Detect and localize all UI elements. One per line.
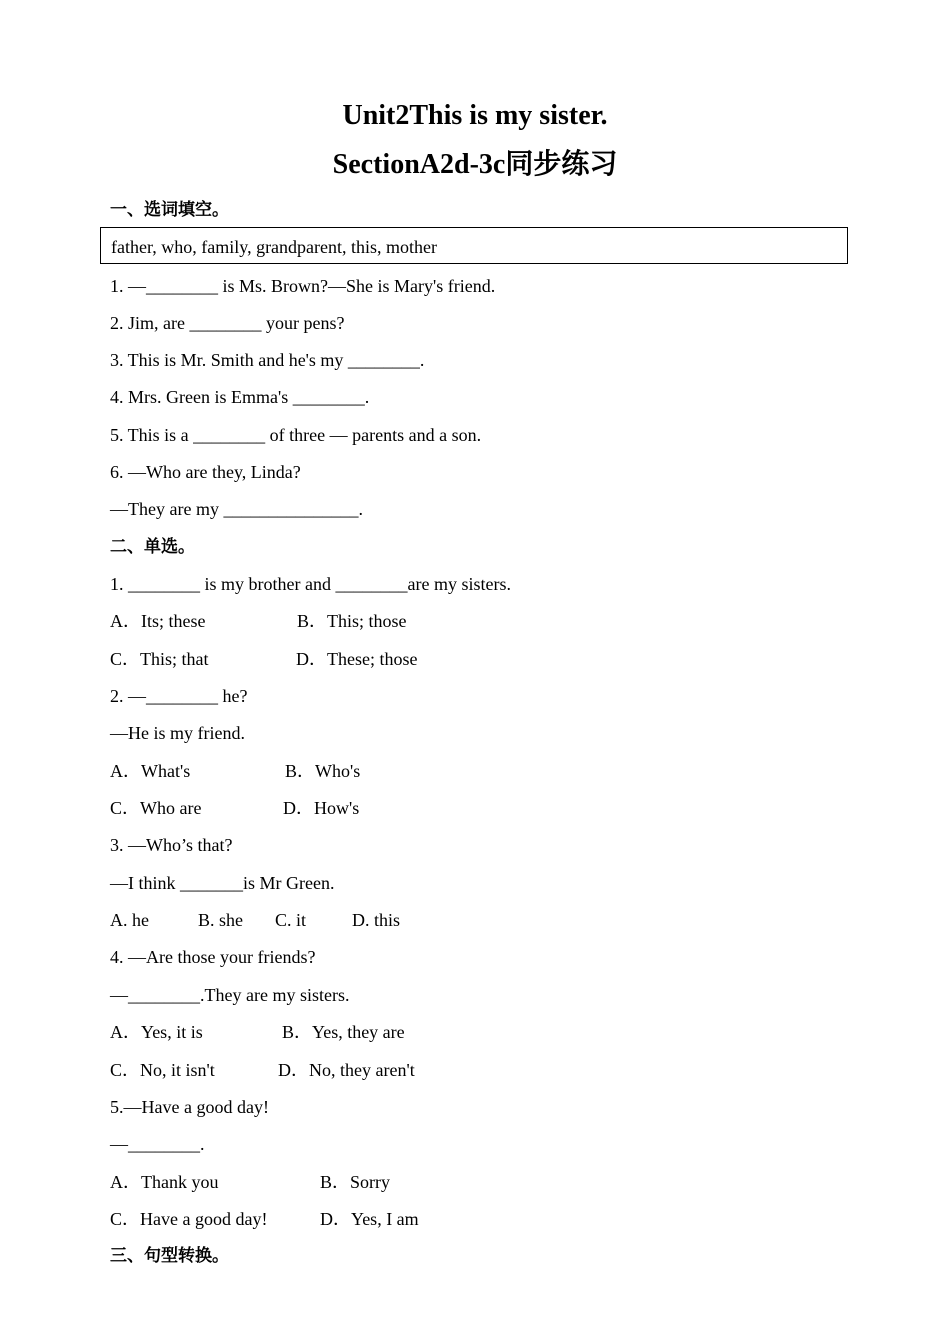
- s1-item-6-answer: —They are my _______________.: [110, 499, 363, 519]
- q1-option-c: C．This; that: [110, 649, 209, 669]
- q4-line2: —________.They are my sisters.: [110, 985, 350, 1005]
- section2-heading: 二、单选。: [110, 537, 195, 557]
- s1-item-1: 1. —________ is Ms. Brown?—She is Mary's friend.: [110, 276, 496, 296]
- s1-item-2: 2. Jim, are ________ your pens?: [110, 313, 345, 333]
- section1-heading: 一、选词填空。: [110, 200, 229, 220]
- q2-stem: 2. —________ he?: [110, 686, 248, 706]
- q2-option-a: A．What's: [110, 761, 191, 781]
- q4-option-a: A．Yes, it is: [110, 1022, 203, 1042]
- q1-option-b: B．This; those: [297, 611, 407, 631]
- q5-line2: —________.: [110, 1134, 205, 1154]
- q3-option-c: C. it: [275, 910, 307, 930]
- q3-option-b: B. she: [198, 910, 243, 930]
- q1-stem: 1. ________ is my brother and ________are my sisters.: [110, 574, 511, 594]
- word-box-text: father, who, family, grandparent, this, mother: [111, 237, 438, 257]
- q4-option-d: D．No, they aren't: [278, 1060, 415, 1080]
- section3-heading: 三、句型转换。: [110, 1246, 229, 1266]
- word-box: [100, 227, 848, 264]
- q5-option-a: A．Thank you: [110, 1172, 219, 1192]
- q5-option-c: C．Have a good day!: [110, 1209, 268, 1229]
- s1-item-3: 3. This is Mr. Smith and he's my ________.: [110, 350, 425, 370]
- q3-option-a: A. he: [110, 910, 149, 930]
- title-line-2: SectionA2d-3c同步练习: [332, 149, 618, 180]
- q2-option-d: D．How's: [283, 798, 360, 818]
- q2-option-b: B．Who's: [285, 761, 361, 781]
- q5-option-d: D．Yes, I am: [320, 1209, 419, 1229]
- title-line-1: Unit2This is my sister.: [342, 100, 608, 131]
- q2-line2: —He is my friend.: [110, 723, 245, 743]
- s1-item-6: 6. —Who are they, Linda?: [110, 462, 301, 482]
- s1-item-4: 4. Mrs. Green is Emma's ________.: [110, 387, 370, 407]
- q5-stem: 5.—Have a good day!: [110, 1097, 269, 1117]
- q1-option-d: D．These; those: [296, 649, 418, 669]
- s1-item-5: 5. This is a ________ of three — parents and a son.: [110, 425, 482, 445]
- q3-stem: 3. —Who’s that?: [110, 835, 233, 855]
- q4-option-c: C．No, it isn't: [110, 1060, 215, 1080]
- q4-stem: 4. —Are those your friends?: [110, 947, 316, 967]
- q4-option-b: B．Yes, they are: [282, 1022, 405, 1042]
- q5-option-b: B．Sorry: [320, 1172, 391, 1192]
- q3-line2: —I think _______is Mr Green.: [110, 873, 335, 893]
- q3-option-d: D. this: [352, 910, 401, 930]
- q1-option-a: A．Its; these: [110, 611, 206, 631]
- q2-option-c: C．Who are: [110, 798, 202, 818]
